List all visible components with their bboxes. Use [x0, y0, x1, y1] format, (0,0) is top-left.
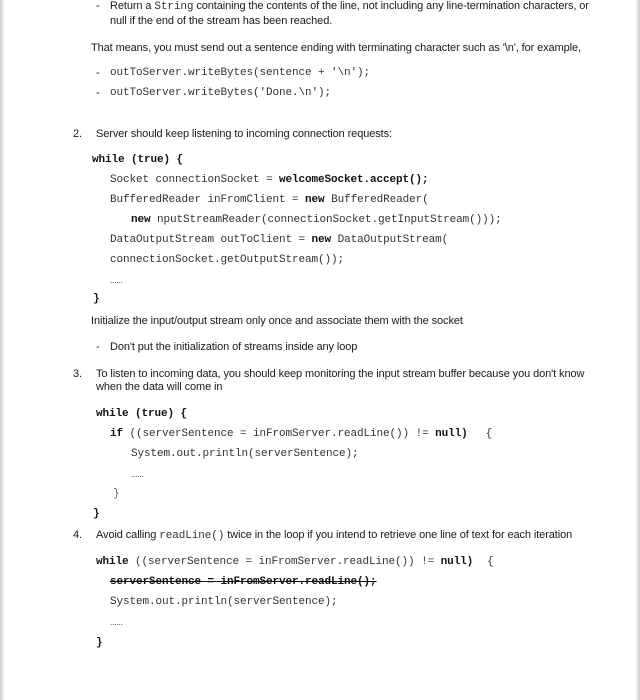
- code-line: DataOutputStream outToClient = new DataOutputStream(: [110, 234, 449, 246]
- page-edge-right: [636, 0, 640, 700]
- example-code-line: outToServer.writeBytes(sentence + '\n');: [110, 67, 371, 79]
- bullet-dash: -: [96, 0, 100, 12]
- item-number: 4.: [73, 529, 82, 541]
- code-close-brace: }: [96, 637, 103, 649]
- code-ellipsis: ......: [110, 618, 123, 627]
- item-2-bullet-text: Don't put the initialization of streams inside any loop: [110, 341, 358, 353]
- code-inner-close-brace: }: [113, 488, 120, 500]
- item-3-text-line1: To listen to incoming data, you should keep monitoring the input stream buffer because you don't know: [96, 368, 585, 380]
- code-line: new nputStreamReader(connectionSocket.getInputStream()));: [131, 214, 502, 226]
- bullet-return-line1: Return a String containing the contents of the line, not including any line-termination characters, or: [110, 0, 589, 13]
- code-line: Socket connectionSocket = welcomeSocket.accept();: [110, 174, 429, 186]
- code-ellipsis: ......: [131, 470, 144, 479]
- code-line: System.out.println(serverSentence);: [110, 596, 338, 608]
- code-close-brace: }: [93, 508, 100, 520]
- code-ellipsis: ......: [110, 276, 123, 285]
- item-2-note: Initialize the input/output stream only once and associate them with the socket: [91, 315, 463, 327]
- item-2-text: Server should keep listening to incoming connection requests:: [96, 128, 392, 140]
- code-if-line: if ((serverSentence = inFromServer.readLine()) != null) {: [110, 428, 493, 440]
- example-dash: -: [96, 87, 100, 99]
- code-close-brace: }: [93, 293, 100, 305]
- page-edge-left: [0, 0, 4, 700]
- code-line: System.out.println(serverSentence);: [131, 448, 359, 460]
- bullet-dash: -: [96, 341, 100, 353]
- code-while-line: while ((serverSentence = inFromServer.readLine()) != null) {: [96, 556, 494, 568]
- item-number: 2.: [73, 128, 82, 140]
- code-line: connectionSocket.getOutputStream());: [110, 254, 345, 266]
- code-while-line: while (true) {: [96, 408, 188, 420]
- item-4-text: Avoid calling readLine() twice in the loop if you intend to retrieve one line of text for each iteration: [96, 529, 573, 542]
- code-while-line: while (true) {: [92, 154, 184, 166]
- item-3-text-line2: when the data will come in: [96, 381, 223, 393]
- code-struck-line: serverSentence = inFromServer.readLine();: [110, 576, 377, 588]
- item-number: 3.: [73, 368, 82, 380]
- bullet-return-line2: null if the end of the stream has been reached.: [110, 15, 333, 27]
- example-dash: -: [96, 67, 100, 79]
- code-line: BufferedReader inFromClient = new BufferedReader(: [110, 194, 429, 206]
- means-paragraph: That means, you must send out a sentence ending with terminating character such as '\n', for example,: [91, 42, 581, 54]
- example-code-line: outToServer.writeBytes('Done.\n');: [110, 87, 332, 99]
